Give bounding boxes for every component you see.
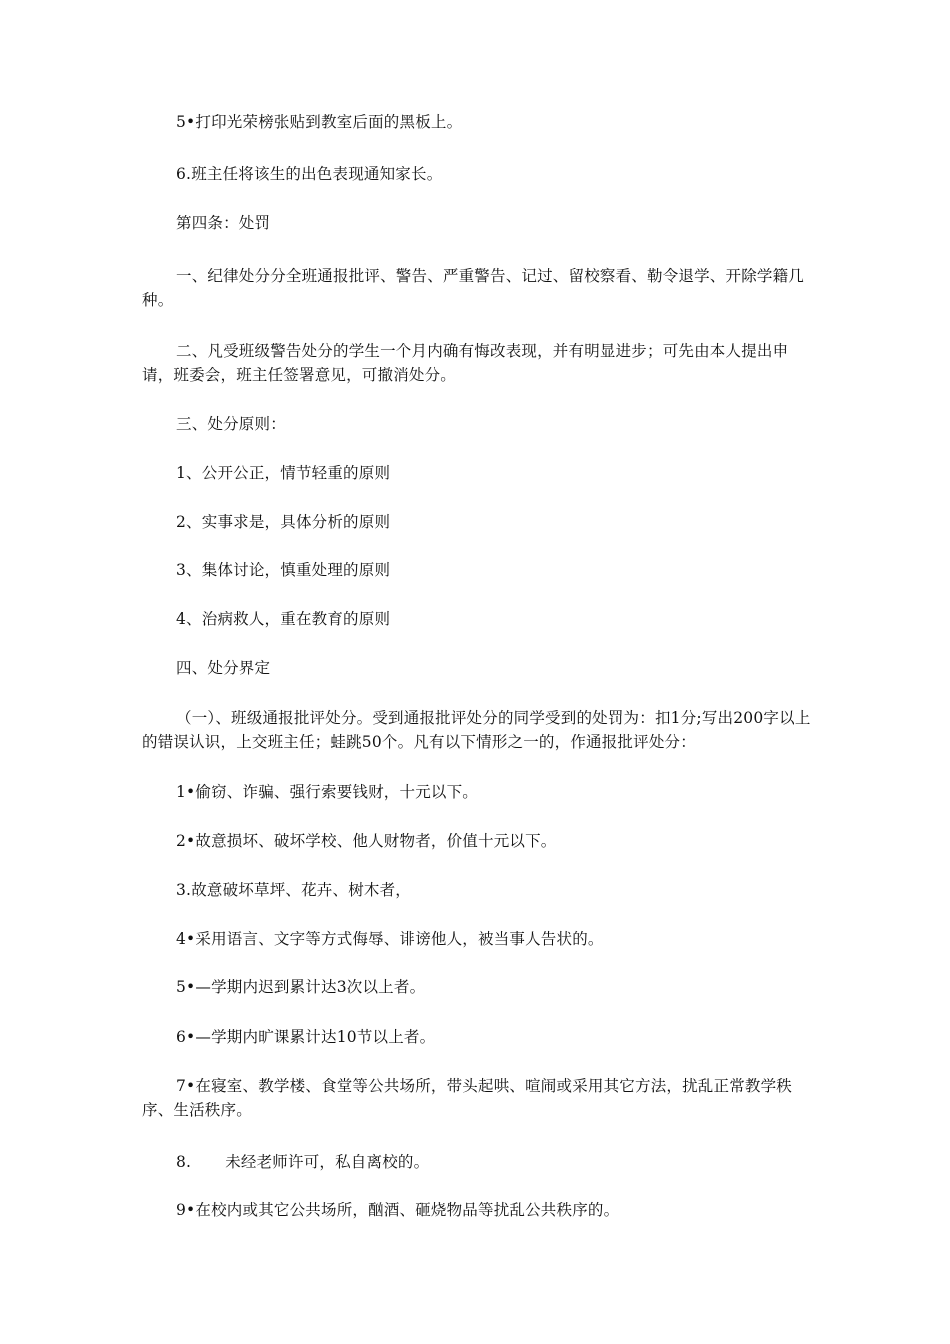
list-item-1: 1•偷窃、诈骗、强行索要钱财，十元以下。 <box>176 783 479 801</box>
principle-item-2: 2、实事求是，具体分析的原则 <box>176 513 391 531</box>
list-item-4: 4•采用语言、文字等方式侮辱、诽谤他人，被当事人告状的。 <box>176 930 604 948</box>
heading-punishment-principles: 三、处分原则： <box>176 415 286 433</box>
principle-item-1: 1、公开公正，情节轻重的原则 <box>176 464 391 482</box>
principle-item-3: 3、集体讨论，慎重处理的原则 <box>176 561 391 579</box>
heading-punishment-definition: 四、处分界定 <box>176 659 271 677</box>
section-heading-punishment: 第四条：处罚 <box>176 214 271 232</box>
principle-item-4: 4、治病救人，重在教育的原则 <box>176 610 391 628</box>
list-item-3: 3.故意破坏草坪、花卉、树木者， <box>176 881 411 899</box>
list-item-6: 6•—学期内旷课累计达10节以上者。 <box>176 1028 436 1046</box>
paragraph-award-list: 5•打印光荣榜张贴到教室后面的黑板上。 <box>176 113 463 131</box>
list-item-8-number: 8. <box>176 1153 192 1171</box>
paragraph-notify-parents: 6.班主任将该生的出色表现通知家长。 <box>176 165 443 183</box>
list-item-2: 2•故意损坏、破坏学校、他人财物者，价值十元以下。 <box>176 832 557 850</box>
paragraph-class-criticism: （一）、班级通报批评处分。受到通报批评处分的同学受到的处罚为：扣1分;写出200字以上的错误认识，上交班主任；蛙跳50个。凡有以下情形之一的，作通报批评处分： <box>142 709 811 751</box>
list-item-5: 5•—学期内迟到累计达3次以上者。 <box>176 978 426 996</box>
paragraph-warning-revocation: 二、凡受班级警告处分的学生一个月内确有悔改表现，并有明显进步；可先由本人提出申请，班委会，班主任签署意见，可撤消处分。 <box>142 342 789 384</box>
list-item-7: 7•在寝室、教学楼、食堂等公共场所，带头起哄、喧闹或采用其它方法，扰乱正常教学秩序、生活秩序。 <box>142 1077 793 1119</box>
list-item-9: 9•在校内或其它公共场所，酗酒、砸烧物品等扰乱公共秩序的。 <box>176 1201 620 1219</box>
list-item-8 <box>142 1150 814 1174</box>
list-item-8-text: 未经老师许可，私自离校的。 <box>225 1153 430 1171</box>
paragraph-discipline-types: 一、纪律处分分全班通报批评、警告、严重警告、记过、留校察看、勒令退学、开除学籍几种。 <box>142 267 805 309</box>
